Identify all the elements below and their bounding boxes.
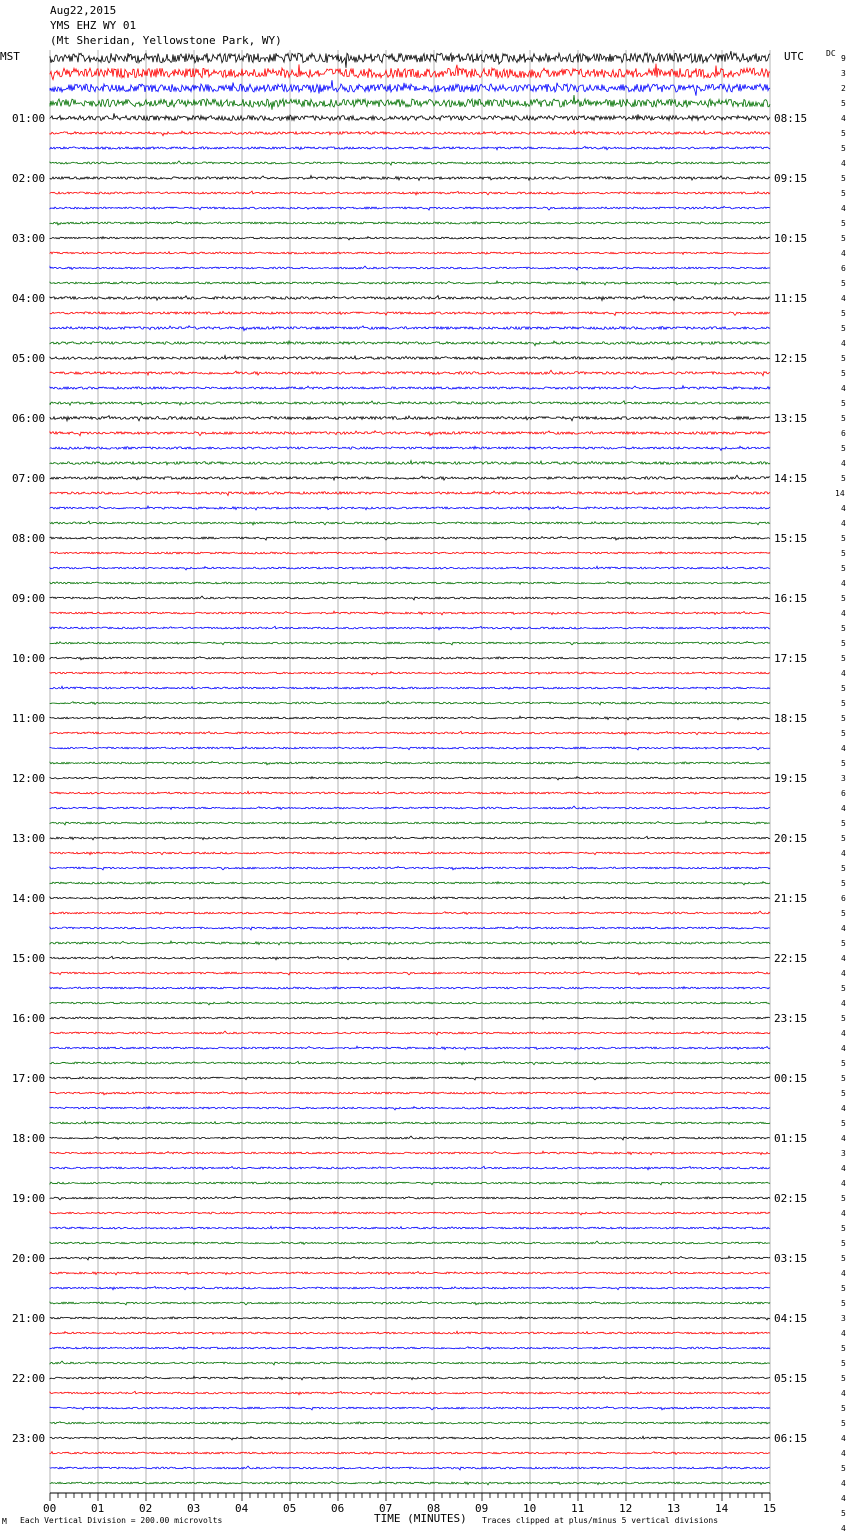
trace-row-32: [50, 536, 770, 540]
trace-row-89: [50, 1391, 770, 1394]
trace-row-91: [50, 1422, 770, 1424]
trace-row-38: [50, 626, 770, 629]
left-hour-label: 15:00: [12, 952, 46, 965]
dc-offset-value: 5: [841, 909, 846, 918]
trace-row-29: [50, 491, 770, 496]
dc-offset-value: 5: [841, 939, 846, 948]
left-hour-label: 03:00: [12, 232, 46, 245]
dc-offset-value: 4: [841, 804, 846, 813]
trace-row-6: [50, 146, 770, 149]
dc-offset-value: 4: [841, 609, 846, 618]
dc-offset-value: 2: [841, 84, 846, 93]
trace-row-68: [50, 1076, 770, 1079]
trace-row-11: [50, 221, 770, 225]
dc-offset-value: 4: [841, 1479, 846, 1488]
x-tick-label: 12: [619, 1502, 633, 1515]
right-hour-label: 17:15: [774, 652, 808, 665]
left-hour-label: 05:00: [12, 352, 46, 365]
dc-offset-value: 5: [841, 144, 846, 153]
right-hour-label: 08:15: [774, 112, 808, 125]
dc-offset-value: 5: [841, 1374, 846, 1383]
dc-offset-value: 5: [841, 309, 846, 318]
trace-row-27: [50, 461, 770, 465]
trace-row-93: [50, 1452, 770, 1455]
station-name: YMS EHZ WY 01: [50, 19, 137, 32]
trace-row-43: [50, 701, 770, 705]
dc-offset-value: 4: [841, 459, 846, 468]
trace-row-30: [50, 506, 770, 510]
trace-row-69: [50, 1092, 770, 1095]
dc-offset-value: 5: [841, 879, 846, 888]
dc-offset-value: 5: [841, 414, 846, 423]
dc-offset-value: 5: [841, 99, 846, 108]
right-hour-label: 00:15: [774, 1072, 808, 1085]
dc-offset-value: 9: [841, 54, 846, 63]
dc-offset-value: 4: [841, 1269, 846, 1278]
left-hour-label: 16:00: [12, 1012, 46, 1025]
trace-row-81: [50, 1271, 770, 1275]
dc-offset-value: 4: [841, 1524, 846, 1533]
trace-row-63: [50, 1001, 770, 1005]
dc-offset-value: 4: [841, 1494, 846, 1503]
right-hour-label: 21:15: [774, 892, 808, 905]
left-hour-label: 13:00: [12, 832, 46, 845]
dc-offset-value: 4: [841, 1329, 846, 1338]
right-timezone-label: UTC: [784, 50, 804, 63]
dc-offset-value: 5: [841, 819, 846, 828]
trace-row-28: [50, 475, 770, 480]
dc-offset-value: 5: [841, 759, 846, 768]
left-hour-label: 17:00: [12, 1072, 46, 1085]
trace-row-57: [50, 911, 770, 914]
trace-row-62: [50, 987, 770, 989]
dc-offset-value: 5: [841, 219, 846, 228]
dc-offset-value: 5: [841, 1059, 846, 1068]
time-grid: [50, 50, 770, 1493]
dc-offset-value: 4: [841, 519, 846, 528]
trace-row-79: [50, 1241, 770, 1244]
trace-row-72: [50, 1136, 770, 1140]
right-hour-label: 22:15: [774, 952, 808, 965]
trace-row-48: [50, 777, 770, 780]
dc-offset-value: 4: [841, 159, 846, 168]
dc-offset-value: 5: [841, 1419, 846, 1428]
right-hour-label: 14:15: [774, 472, 808, 485]
dc-offset-value: 4: [841, 1134, 846, 1143]
trace-row-7: [50, 161, 770, 165]
chart-date: Aug22,2015: [50, 4, 117, 17]
left-hour-label: 01:00: [12, 112, 46, 125]
dc-offset-value: 4: [841, 1434, 846, 1443]
trace-row-45: [50, 731, 770, 734]
trace-row-40: [50, 657, 770, 660]
trace-row-67: [50, 1061, 770, 1064]
right-hour-label: 18:15: [774, 712, 808, 725]
left-timezone-label: MST: [0, 50, 20, 63]
x-tick-label: 09: [475, 1502, 489, 1515]
left-hour-label: 07:00: [12, 472, 46, 485]
right-hour-label: 11:15: [774, 292, 808, 305]
x-tick-label: 01: [91, 1502, 105, 1515]
x-tick-label: 06: [331, 1502, 345, 1515]
trace-row-4: [50, 113, 770, 120]
right-hour-label: 23:15: [774, 1012, 808, 1025]
dc-offset-value: 3: [841, 774, 846, 783]
dc-offset-value: 4: [841, 249, 846, 258]
left-hour-label: 19:00: [12, 1192, 46, 1205]
trace-row-66: [50, 1046, 770, 1050]
dc-offset-value: 5: [841, 129, 846, 138]
dc-offset-value: 5: [841, 699, 846, 708]
right-hour-label: 09:15: [774, 172, 808, 185]
dc-offset-value: 5: [841, 1284, 846, 1293]
left-hour-label: 06:00: [12, 412, 46, 425]
trace-row-23: [50, 401, 770, 405]
trace-row-19: [50, 341, 770, 346]
trace-row-14: [50, 266, 770, 270]
trace-row-20: [50, 356, 770, 360]
dc-offset-value: 5: [841, 864, 846, 873]
trace-row-59: [50, 941, 770, 945]
dc-offset-value: 4: [841, 204, 846, 213]
dc-offset-value: 5: [841, 1074, 846, 1083]
dc-offset-value: 4: [841, 669, 846, 678]
trace-row-71: [50, 1121, 770, 1124]
trace-row-39: [50, 641, 770, 644]
x-tick-label: 03: [187, 1502, 201, 1515]
dc-offset-value: 4: [841, 339, 846, 348]
trace-row-18: [50, 326, 770, 331]
trace-row-80: [50, 1256, 770, 1260]
dc-offset-value: 4: [841, 1029, 846, 1038]
dc-offset-value: 5: [841, 174, 846, 183]
trace-row-16: [50, 296, 770, 301]
dc-offset-value: 4: [841, 924, 846, 933]
dc-offset-value: 5: [841, 549, 846, 558]
dc-offset-value: 5: [841, 564, 846, 573]
trace-row-2: [50, 80, 770, 95]
trace-row-92: [50, 1436, 770, 1440]
trace-row-9: [50, 191, 770, 195]
trace-row-21: [50, 370, 770, 376]
trace-row-13: [50, 252, 770, 255]
x-axis-title: TIME (MINUTES): [374, 1512, 467, 1525]
trace-row-54: [50, 866, 770, 869]
dc-offset-value: 4: [841, 504, 846, 513]
dc-offset-value: 5: [841, 324, 846, 333]
right-hour-label: 04:15: [774, 1312, 808, 1325]
trace-row-22: [50, 386, 770, 390]
trace-row-1: [50, 64, 770, 80]
trace-row-8: [50, 176, 770, 181]
trace-row-58: [50, 927, 770, 930]
dc-offset-value: 4: [841, 999, 846, 1008]
left-hour-label: 08:00: [12, 532, 46, 545]
dc-offset-value: 5: [841, 1404, 846, 1413]
trace-row-82: [50, 1286, 770, 1289]
dc-offset-value: 3: [841, 1314, 846, 1323]
right-hour-label: 06:15: [774, 1432, 808, 1445]
right-hour-label: 15:15: [774, 532, 808, 545]
trace-row-37: [50, 611, 770, 615]
dc-offset-value: 5: [841, 1344, 846, 1353]
dc-offset-value: 6: [841, 264, 846, 273]
left-hour-label: 22:00: [12, 1372, 46, 1385]
dc-offset-value: 4: [841, 1449, 846, 1458]
dc-offset-value: 4: [841, 114, 846, 123]
x-tick-label: 07: [379, 1502, 393, 1515]
x-tick-label: 14: [715, 1502, 729, 1515]
scale-note: Each Vertical Division = 200.00 microvolts: [20, 1516, 223, 1525]
trace-row-75: [50, 1182, 770, 1185]
left-hour-label: 18:00: [12, 1132, 46, 1145]
row-labels: [12, 54, 846, 1534]
trace-row-77: [50, 1212, 770, 1215]
dc-offset-value: 5: [841, 684, 846, 693]
trace-row-60: [50, 956, 770, 959]
left-hour-label: 21:00: [12, 1312, 46, 1325]
trace-row-84: [50, 1317, 770, 1320]
dc-offset-value: 5: [841, 1464, 846, 1473]
right-hour-label: 19:15: [774, 772, 808, 785]
trace-row-46: [50, 747, 770, 750]
trace-row-52: [50, 836, 770, 840]
dc-offset-value: 5: [841, 399, 846, 408]
left-hour-label: 10:00: [12, 652, 46, 665]
right-hour-label: 01:15: [774, 1132, 808, 1145]
left-hour-label: 23:00: [12, 1432, 46, 1445]
dc-offset-value: 4: [841, 1104, 846, 1113]
trace-row-53: [50, 851, 770, 854]
dc-offset-value: 5: [841, 729, 846, 738]
dc-offset-value: 5: [841, 654, 846, 663]
dc-offset-value: 5: [841, 639, 846, 648]
x-tick-label: 15: [763, 1502, 777, 1515]
trace-row-47: [50, 761, 770, 764]
seismic-traces: [50, 51, 770, 1485]
dc-offset-value: 5: [841, 624, 846, 633]
trace-row-15: [50, 281, 770, 285]
dc-offset-value: 5: [841, 1089, 846, 1098]
trace-row-51: [50, 821, 770, 825]
right-hour-label: 03:15: [774, 1252, 808, 1265]
dc-offset-value: 5: [841, 1194, 846, 1203]
left-hour-label: 14:00: [12, 892, 46, 905]
trace-row-41: [50, 672, 770, 675]
dc-offset-value: 6: [841, 789, 846, 798]
x-tick-label: 05: [283, 1502, 297, 1515]
dc-offset-value: 4: [841, 744, 846, 753]
trace-row-3: [50, 95, 770, 110]
dc-offset-value: 5: [841, 1014, 846, 1023]
dc-offset-value: 5: [841, 189, 846, 198]
left-hour-label: 09:00: [12, 592, 46, 605]
left-hour-label: 04:00: [12, 292, 46, 305]
right-hour-label: 16:15: [774, 592, 808, 605]
dc-offset-value: 5: [841, 984, 846, 993]
trace-row-24: [50, 416, 770, 421]
dc-offset-value: 4: [841, 969, 846, 978]
dc-offset-value: 4: [841, 849, 846, 858]
dc-offset-value: 5: [841, 474, 846, 483]
trace-row-83: [50, 1301, 770, 1304]
trace-row-61: [50, 971, 770, 974]
trace-row-12: [50, 236, 770, 240]
trace-row-94: [50, 1466, 770, 1470]
dc-offset-value: 4: [841, 1209, 846, 1218]
trace-row-70: [50, 1107, 770, 1110]
trace-row-56: [50, 896, 770, 899]
trace-row-88: [50, 1376, 770, 1380]
trace-row-49: [50, 791, 770, 794]
dc-offset-value: 5: [841, 1509, 846, 1518]
x-tick-label: 10: [523, 1502, 537, 1515]
trace-row-10: [50, 206, 770, 210]
dc-offset-value: 4: [841, 1044, 846, 1053]
left-hour-label: 11:00: [12, 712, 46, 725]
right-hour-label: 20:15: [774, 832, 808, 845]
right-hour-label: 13:15: [774, 412, 808, 425]
dc-offset-value: 5: [841, 1359, 846, 1368]
dc-offset-value: 5: [841, 534, 846, 543]
trace-row-65: [50, 1031, 770, 1035]
footer-mark: M: [2, 1517, 7, 1526]
trace-row-78: [50, 1226, 770, 1229]
dc-offset-value: 5: [841, 1299, 846, 1308]
dc-offset-value: 6: [841, 894, 846, 903]
dc-offset-value: 5: [841, 354, 846, 363]
left-hour-label: 02:00: [12, 172, 46, 185]
trace-row-17: [50, 311, 770, 315]
trace-row-73: [50, 1151, 770, 1155]
dc-offset-value: 5: [841, 1254, 846, 1263]
right-hour-label: 05:15: [774, 1372, 808, 1385]
dc-offset-value: 4: [841, 579, 846, 588]
trace-row-34: [50, 566, 770, 570]
dc-offset-value: 5: [841, 834, 846, 843]
trace-row-64: [50, 1017, 770, 1020]
dc-offset-value: 5: [841, 1224, 846, 1233]
dc-offset-value: 5: [841, 234, 846, 243]
trace-row-31: [50, 521, 770, 525]
dc-offset-value: 5: [841, 1119, 846, 1128]
station-location: (Mt Sheridan, Yellowstone Park, WY): [50, 34, 282, 47]
trace-row-90: [50, 1406, 770, 1409]
trace-row-5: [50, 131, 770, 136]
trace-row-85: [50, 1331, 770, 1334]
dc-offset-value: 4: [841, 1164, 846, 1173]
trace-row-55: [50, 882, 770, 885]
x-tick-label: 08: [427, 1502, 441, 1515]
trace-row-26: [50, 446, 770, 450]
trace-row-42: [50, 686, 770, 689]
dc-offset-value: 4: [841, 1389, 846, 1398]
dc-offset-value: 4: [841, 954, 846, 963]
trace-row-44: [50, 716, 770, 720]
trace-row-76: [50, 1196, 770, 1199]
trace-row-50: [50, 806, 770, 809]
trace-row-33: [50, 552, 770, 554]
dc-offset-value: 3: [841, 69, 846, 78]
clip-note: Traces clipped at plus/minus 5 vertical divisions: [482, 1516, 719, 1525]
dc-offset-value: 5: [841, 714, 846, 723]
x-tick-label: 04: [235, 1502, 249, 1515]
dc-offset-value: 4: [841, 384, 846, 393]
dc-offset-value: 3: [841, 1149, 846, 1158]
trace-row-86: [50, 1347, 770, 1350]
x-tick-label: 02: [139, 1502, 153, 1515]
dc-offset-value: 6: [841, 429, 846, 438]
dc-offset-value: 14: [835, 489, 845, 498]
dc-offset-value: 4: [841, 1179, 846, 1188]
x-tick-label: 13: [667, 1502, 681, 1515]
trace-row-74: [50, 1166, 770, 1169]
dc-offset-value: 5: [841, 279, 846, 288]
left-hour-label: 20:00: [12, 1252, 46, 1265]
dc-offset-value: 5: [841, 369, 846, 378]
dc-offset-value: 4: [841, 294, 846, 303]
dc-offset-value: 5: [841, 1239, 846, 1248]
dc-offset-value: 5: [841, 594, 846, 603]
trace-row-35: [50, 582, 770, 585]
trace-row-87: [50, 1361, 770, 1365]
x-tick-label: 00: [43, 1502, 57, 1515]
trace-row-25: [50, 431, 770, 436]
right-hour-label: 02:15: [774, 1192, 808, 1205]
x-tick-label: 11: [571, 1502, 585, 1515]
trace-row-95: [50, 1481, 770, 1485]
right-hour-label: 10:15: [774, 232, 808, 245]
dc-offset-value: 5: [841, 444, 846, 453]
right-hour-label: 12:15: [774, 352, 808, 365]
left-hour-label: 12:00: [12, 772, 46, 785]
dc-header: DC: [826, 49, 836, 58]
trace-row-0: [50, 51, 770, 68]
trace-row-36: [50, 596, 770, 600]
